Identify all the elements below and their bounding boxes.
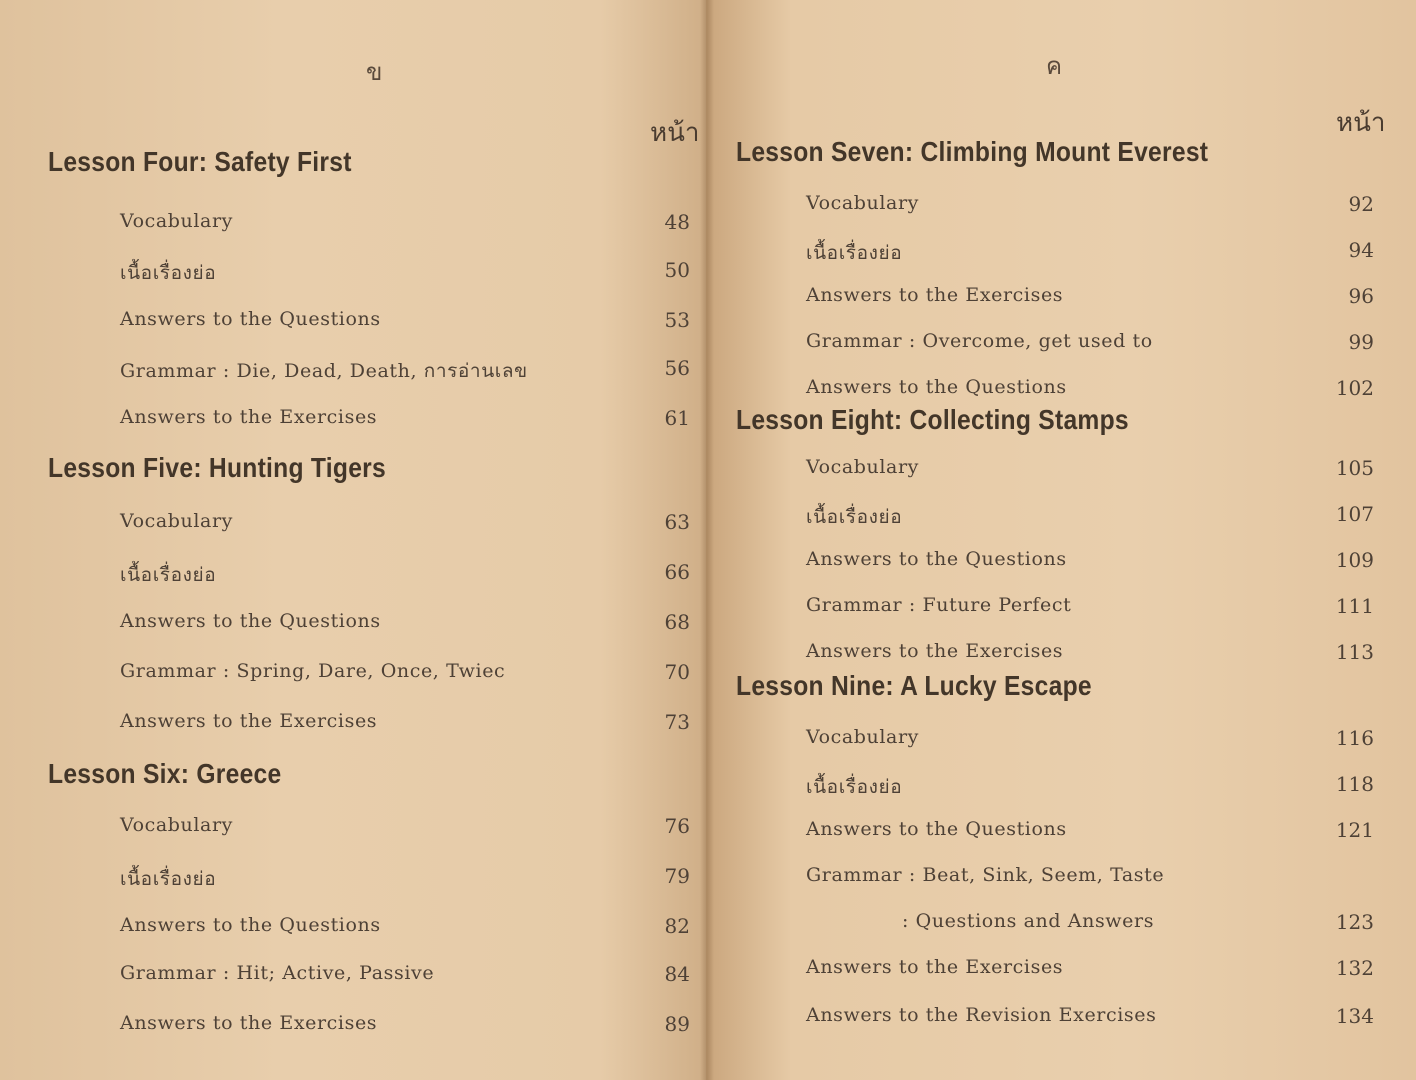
toc-entry-page: 79 bbox=[664, 864, 690, 888]
toc-entry-label: Grammar : Die, Dead, Death, การอ่านเลข bbox=[120, 360, 528, 382]
toc-entry-label: Grammar : Beat, Sink, Seem, Taste bbox=[806, 864, 1165, 886]
toc-entry bbox=[806, 284, 1374, 314]
toc-entry-page: 123 bbox=[1335, 910, 1374, 934]
toc-entry-page: 48 bbox=[664, 210, 690, 234]
toc-entry-label: Vocabulary bbox=[806, 192, 920, 214]
toc-entry bbox=[120, 914, 690, 944]
toc-entry-label: Answers to the Questions bbox=[806, 548, 1067, 570]
toc-entry-label: Vocabulary bbox=[120, 814, 234, 836]
toc-entry bbox=[806, 330, 1374, 360]
toc-entry-page: 89 bbox=[664, 1012, 690, 1036]
toc-entry-label: Answers to the Exercises bbox=[120, 710, 378, 732]
toc-entry-page: 53 bbox=[664, 308, 690, 332]
toc-entry-page: 82 bbox=[664, 914, 690, 938]
toc-entry-page: 134 bbox=[1335, 1004, 1374, 1028]
toc-entry-page: 107 bbox=[1335, 502, 1374, 526]
toc-entry bbox=[806, 238, 1374, 268]
lesson-title: Lesson Seven: Climbing Mount Everest bbox=[736, 136, 1209, 167]
toc-entry-page: 56 bbox=[664, 356, 690, 380]
toc-entry-page: 84 bbox=[664, 962, 690, 986]
toc-entry bbox=[120, 258, 690, 288]
toc-entry-label: Vocabulary bbox=[806, 726, 920, 748]
toc-entry-label: : Questions and Answers bbox=[902, 910, 1155, 932]
toc-entry-label: Vocabulary bbox=[806, 456, 920, 478]
toc-entry bbox=[806, 456, 1374, 486]
toc-entry bbox=[120, 356, 690, 386]
toc-entry-page: 92 bbox=[1348, 192, 1374, 216]
toc-entry-page: 113 bbox=[1335, 640, 1374, 664]
toc-entry bbox=[120, 962, 690, 992]
toc-entry-label: เนื้อเรื่องย่อ bbox=[120, 868, 217, 890]
toc-entry bbox=[120, 510, 690, 540]
toc-entry bbox=[120, 814, 690, 844]
toc-entry-label: Vocabulary bbox=[120, 510, 234, 532]
toc-entry-label: Answers to the Questions bbox=[806, 376, 1067, 398]
toc-entry bbox=[806, 956, 1374, 986]
lesson-title: Lesson Eight: Collecting Stamps bbox=[736, 404, 1129, 435]
toc-entry bbox=[806, 640, 1374, 670]
toc-entry-page: 132 bbox=[1335, 956, 1374, 980]
toc-entry-label: Grammar : Future Perfect bbox=[806, 594, 1072, 616]
toc-entry-page: 68 bbox=[664, 610, 690, 634]
lesson-title: Lesson Five: Hunting Tigers bbox=[48, 452, 386, 483]
toc-entry-label: เนื้อเรื่องย่อ bbox=[806, 506, 903, 528]
lesson-title: Lesson Four: Safety First bbox=[48, 146, 352, 177]
toc-entry-label: Grammar : Spring, Dare, Once, Twiec bbox=[120, 660, 506, 682]
toc-entry-label: Answers to the Questions bbox=[120, 610, 381, 632]
toc-entry-label: เนื้อเรื่องย่อ bbox=[120, 262, 217, 284]
toc-entry bbox=[806, 726, 1374, 756]
toc-entry bbox=[120, 864, 690, 894]
toc-entry bbox=[120, 660, 690, 690]
toc-entry-page: 66 bbox=[664, 560, 690, 584]
toc-entry bbox=[120, 560, 690, 590]
toc-entry-label: Vocabulary bbox=[120, 210, 234, 232]
toc-entry-label: Answers to the Questions bbox=[120, 914, 381, 936]
toc-entry-page: 50 bbox=[664, 258, 690, 282]
toc-entry-page: 109 bbox=[1335, 548, 1374, 572]
toc-entry-label: เนื้อเรื่องย่อ bbox=[806, 776, 903, 798]
toc-entry-page: 73 bbox=[664, 710, 690, 734]
toc-entry-label: Answers to the Questions bbox=[120, 308, 381, 330]
toc-entry-label: Answers to the Exercises bbox=[120, 406, 378, 428]
toc-entry-page: 121 bbox=[1335, 818, 1374, 842]
toc-entry-page: 111 bbox=[1335, 594, 1374, 618]
toc-entry-page: 61 bbox=[664, 406, 690, 430]
page-column-header: หน้า bbox=[1336, 108, 1386, 138]
toc-entry-page: 116 bbox=[1335, 726, 1374, 750]
toc-entry-page: 118 bbox=[1335, 772, 1374, 796]
toc-entry bbox=[120, 308, 690, 338]
book-gutter bbox=[700, 0, 714, 1080]
toc-entry-label: เนื้อเรื่องย่อ bbox=[806, 242, 903, 264]
toc-entry-page: 76 bbox=[664, 814, 690, 838]
lesson-title: Lesson Six: Greece bbox=[48, 758, 282, 789]
toc-entry-page: 96 bbox=[1348, 284, 1374, 308]
page-letter: ข bbox=[366, 58, 383, 86]
toc-entry bbox=[806, 548, 1374, 578]
toc-entry bbox=[806, 594, 1374, 624]
toc-entry-label: Answers to the Exercises bbox=[806, 956, 1064, 978]
toc-entry-page: 102 bbox=[1335, 376, 1374, 400]
toc-entry bbox=[806, 1004, 1374, 1034]
toc-entry-page: 70 bbox=[664, 660, 690, 684]
toc-entry bbox=[120, 710, 690, 740]
toc-entry-page: 94 bbox=[1348, 238, 1374, 262]
toc-entry bbox=[120, 210, 690, 240]
toc-entry bbox=[806, 376, 1374, 406]
page-column-header: หน้า bbox=[650, 118, 700, 148]
toc-entry-label: Answers to the Questions bbox=[806, 818, 1067, 840]
toc-entry bbox=[806, 910, 1374, 940]
toc-entry bbox=[806, 772, 1374, 802]
toc-entry bbox=[806, 502, 1374, 532]
page-letter: ค bbox=[1046, 52, 1063, 80]
toc-entry-label: Grammar : Hit; Active, Passive bbox=[120, 962, 435, 984]
toc-entry-label: Answers to the Exercises bbox=[806, 640, 1064, 662]
toc-entry bbox=[120, 1012, 690, 1042]
toc-entry-page: 63 bbox=[664, 510, 690, 534]
toc-entry-page: 99 bbox=[1348, 330, 1374, 354]
toc-entry-label: Answers to the Revision Exercises bbox=[806, 1004, 1157, 1026]
toc-entry-label: Grammar : Overcome, get used to bbox=[806, 330, 1153, 352]
lesson-title: Lesson Nine: A Lucky Escape bbox=[736, 670, 1092, 701]
toc-entry-label: เนื้อเรื่องย่อ bbox=[120, 564, 217, 586]
toc-entry-label: Answers to the Exercises bbox=[806, 284, 1064, 306]
toc-entry bbox=[806, 192, 1374, 222]
toc-entry-page: 105 bbox=[1335, 456, 1374, 480]
toc-entry-label: Answers to the Exercises bbox=[120, 1012, 378, 1034]
toc-entry bbox=[120, 610, 690, 640]
toc-entry bbox=[120, 406, 690, 436]
toc-entry bbox=[806, 864, 1374, 894]
toc-entry bbox=[806, 818, 1374, 848]
